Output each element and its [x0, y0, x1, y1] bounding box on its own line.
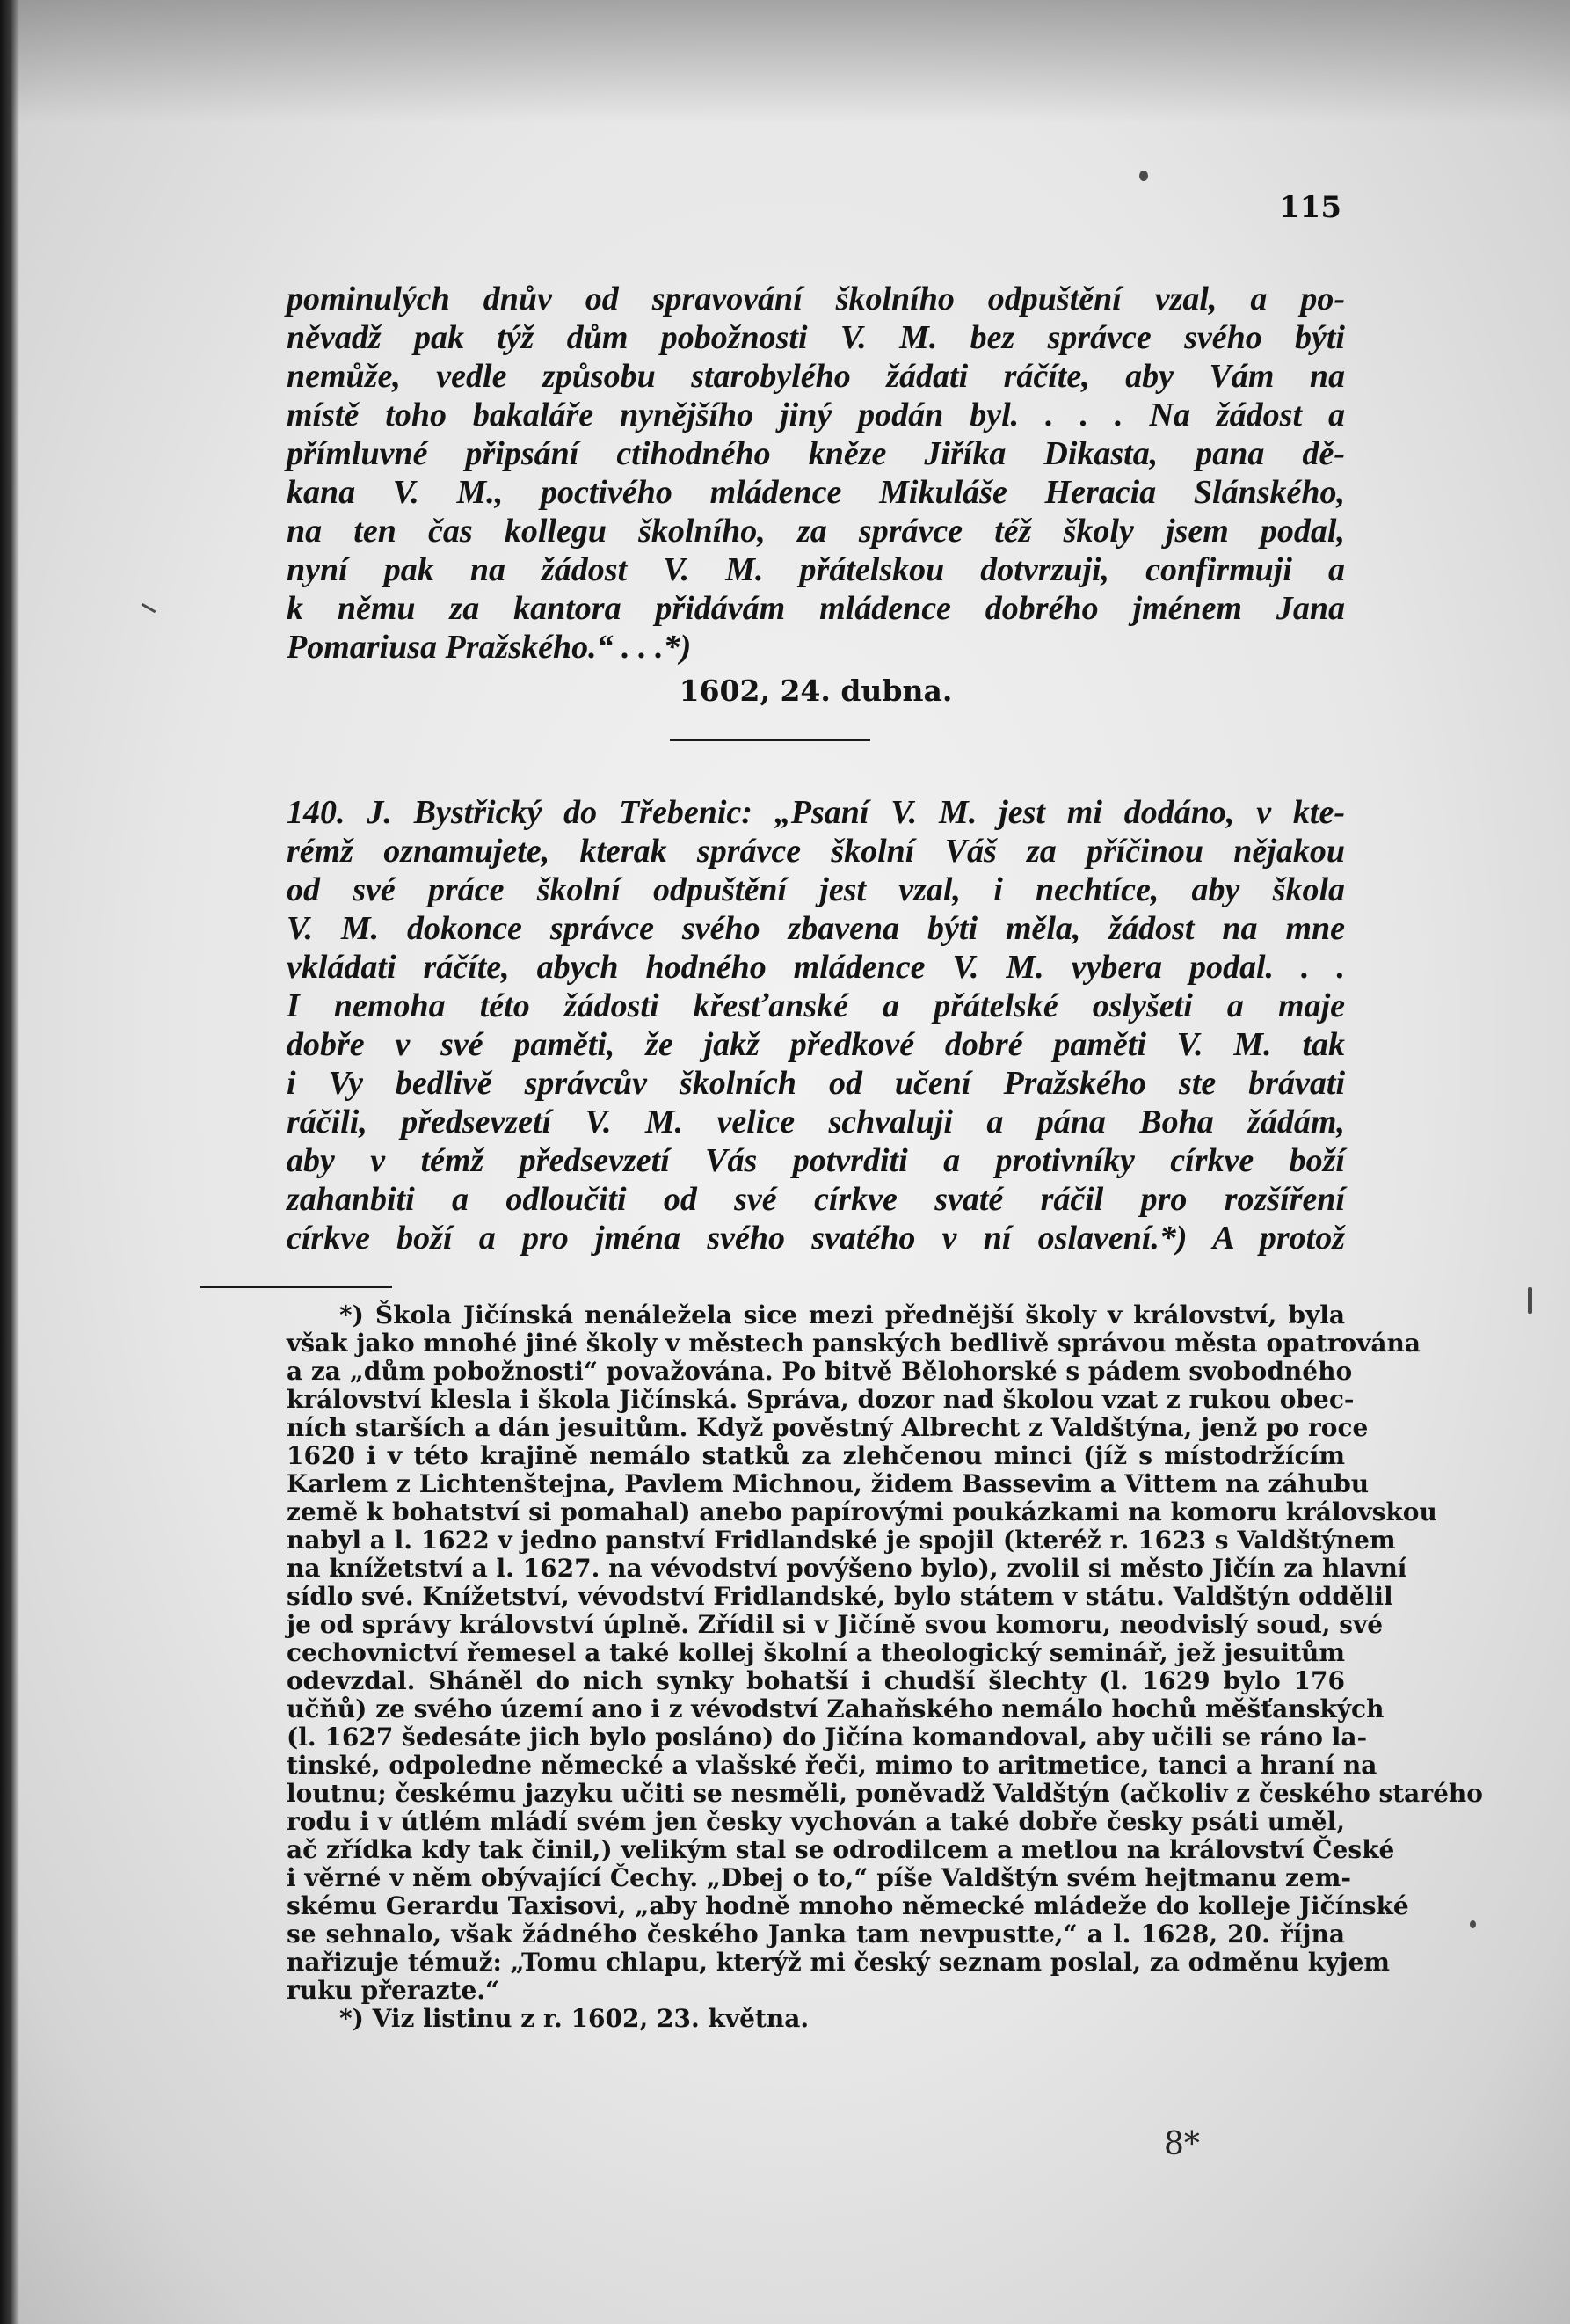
footnote-line: země k bohatství si pomahal) anebo papírovými poukázkami na komoru královskou: [287, 1497, 1437, 1526]
text-line: ráčili, předsevzetí V. M. velice schvaluji a pána Boha žádám,: [287, 1104, 1345, 1140]
footnote-line: sídlo své. Knížetství, vévodství Fridlandské, bylo státem v státu. Valdštýn oddělil: [287, 1582, 1393, 1611]
footnote-line: odevzdal. Sháněl do nich synky bohatší i chudší šlechty (l. 1629 bylo 176: [287, 1666, 1345, 1695]
scan-speck: [1139, 171, 1148, 181]
text-line: dobře v své paměti, že jakž předkové dobré paměti V. M. tak: [287, 1026, 1345, 1063]
text-line: kana V. M., poctivého mládence Mikuláše Heracia Slánského,: [287, 474, 1345, 511]
scan-speck: [1470, 1920, 1476, 1928]
text-line: nemůže, vedle způsobu starobylého žádati ráčíte, aby Vám na: [287, 358, 1345, 395]
footnote-line: je od správy království úplně. Zřídil si v Jičíně svou komoru, neodvislý soud, své: [287, 1610, 1384, 1639]
text-line: nyní pak na žádost V. M. přátelskou dotvrzuji, confirmuji a: [287, 551, 1345, 588]
text-line: něvadž pak týž dům pobožnosti V. M. bez správce svého býti: [287, 319, 1345, 356]
text-line: vkládati ráčíte, abych hodného mládence V. M. vybera podal. . .: [287, 949, 1345, 986]
text-line: přímluvné připsání ctihodného kněze Jiříka Dikasta, pana dě-: [287, 435, 1345, 472]
signature-mark: 8*: [1164, 2126, 1200, 2162]
footnote-line: ruku přerazte.“: [287, 1976, 500, 2005]
page-number: 115: [1279, 190, 1341, 225]
footnote-line: ních starších a dán jesuitům. Když pověstný Albrecht z Valdštýna, jenž po roce: [287, 1413, 1369, 1442]
letter-2-body: [287, 793, 1345, 1257]
footnote-rule: [200, 1286, 392, 1288]
letter-1-body: [287, 280, 1345, 667]
section-divider: [670, 739, 870, 741]
footnote-line: *) Viz listinu z r. 1602, 23. května.: [339, 2004, 810, 2033]
footnote-line: rodu i v útlém mládí svém jen česky vychován a také dobře česky psáti uměl,: [287, 1807, 1345, 1836]
scan-speck: [1528, 1287, 1532, 1314]
letter-1-date: 1602, 24. dubna.: [679, 674, 953, 708]
text-line: i Vy bedlivě správcův školních od učení Pražského ste brávati: [287, 1065, 1345, 1102]
footnote-line: nařizuje témuž: „Tomu chlapu, kterýž mi český seznam poslal, za odměnu kyjem: [287, 1948, 1391, 1977]
footnote-line: tinské, odpoledne německé a vlašské řeči, mimo to aritmetice, tanci a hraní na: [287, 1751, 1377, 1780]
footnotes: [287, 1300, 1483, 2033]
text-line: Pomariusa Pražského.“ . . .*): [287, 629, 692, 666]
text-line: od své práce školní odpuštění jest vzal, i nechtíce, aby škola: [287, 871, 1345, 908]
footnote-line: (l. 1627 šedesáte jich bylo posláno) do Jičína komandoval, aby učili se ráno la-: [287, 1723, 1368, 1752]
footnote-line: 1620 i v této krajině nemálo statků za zlehčenou minci (jíž s místodržícím: [287, 1441, 1345, 1470]
binding-shadow: [0, 0, 19, 2324]
footnote-line: loutnu; českému jazyku učiti se nesměli, poněvadž Valdštýn (ačkoliv z českého starého: [287, 1779, 1483, 1808]
text-line: V. M. dokonce správce svého zbavena býti měla, žádost na mne: [287, 910, 1345, 947]
footnote-line: i věrné v něm obývající Čechy. „Dbej o to,“ píše Valdštýn svém hejtmanu zem-: [287, 1863, 1351, 1892]
text-line: rémž oznamujete, kterak správce školní Váš za příčinou nějakou: [287, 833, 1345, 870]
text-line: na ten čas kollegu školního, za správce též školy jsem podal,: [287, 513, 1345, 550]
text-line: k němu za kantora přidávám mládence dobrého jménem Jana: [287, 590, 1345, 627]
footnote-line: skému Gerardu Taxisovi, „aby hodně mnoho německé mládeže do kolleje Jičínské: [287, 1891, 1409, 1920]
footnote-line: ač zřídka kdy tak činil,) velikým stal se odrodilcem a metlou na království České: [287, 1835, 1395, 1864]
footnote-line: na knížetství a l. 1627. na vévodství povýšeno bylo), zvolil si město Jičín za hlavní: [287, 1554, 1407, 1583]
footnote-line: *) Škola Jičínská nenáležela sice mezi přednější školy v království, byla: [339, 1300, 1345, 1330]
scan-speck: [141, 603, 156, 614]
footnote-line: Karlem z Lichtenštejna, Pavlem Michnou, židem Bassevim a Vittem na záhubu: [287, 1469, 1370, 1498]
text-line: 140. J. Bystřický do Třebenic: „Psaní V. M. jest mi dodáno, v kte-: [287, 794, 1345, 831]
footnote-line: učňů) ze svého území ano i z vévodství Zahaňského nemálo hochů měšťanských: [287, 1694, 1385, 1723]
footnote-line: a za „dům pobožnosti“ považována. Po bitvě Bělohorské s pádem svobodného: [287, 1357, 1353, 1386]
footnote-line: se sehnalo, však žádného českého Janka tam nevpustte,“ a l. 1628, 20. října: [287, 1920, 1345, 1949]
footnote-line: nabyl a l. 1622 v jedno panství Fridlandské je spojil (kteréž r. 1623 s Valdštýnem: [287, 1526, 1396, 1555]
text-line: aby v témž předsevzetí Vás potvrditi a protivníky církve boží: [287, 1142, 1345, 1179]
footnote-line: však jako mnohé jiné školy v městech panských bedlivě správou města opatrována: [287, 1329, 1421, 1358]
text-line: církve boží a pro jména svého svatého v ní oslavení.*) A protož: [287, 1220, 1345, 1257]
text-line: pominulých dnův od spravování školního odpuštění vzal, a po-: [287, 280, 1345, 317]
footnote-line: cechovnictví řemesel a také kollej školní a theologický seminář, jež jesuitům: [287, 1638, 1345, 1667]
text-line: I nemoha této žádosti křesťanské a přátelské oslyšeti a maje: [287, 987, 1345, 1024]
footnote-line: království klesla i škola Jičínská. Správa, dozor nad školou vzat z rukou obec-: [287, 1385, 1355, 1414]
text-line: zahanbiti a odloučiti od své církve svaté ráčil pro rozšíření: [287, 1181, 1345, 1218]
text-line: místě toho bakaláře nynějšího jiný podán byl. . . . Na žádost a: [287, 397, 1345, 433]
scan-shading: [0, 0, 1570, 123]
